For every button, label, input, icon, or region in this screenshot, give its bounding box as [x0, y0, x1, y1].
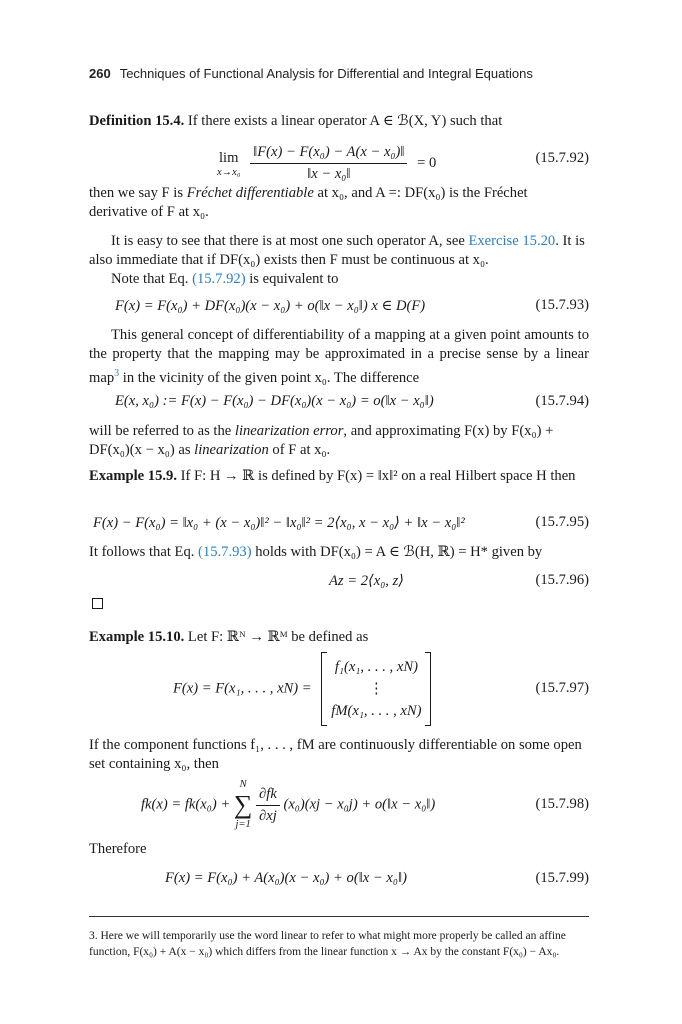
paragraph-linearization — [89, 422, 589, 460]
equation-lhs: fk(x) = fk(x₀) + — [141, 796, 231, 813]
example-follow-text — [89, 543, 589, 562]
equation-number: (15.7.95) — [535, 514, 589, 530]
linearization-error-term: linearization error — [234, 423, 344, 439]
equation-number: (15.7.98) — [535, 796, 589, 812]
note-text-end: is equivalent to — [249, 271, 339, 287]
paragraph-text-end: in the vicinity of the given point x₀. The difference — [122, 369, 420, 386]
limit-subscript: x→x₀ — [217, 166, 241, 178]
paragraph-component-functions — [89, 736, 589, 774]
limit-operator: lim — [219, 149, 239, 166]
example-label: Example 15.10. — [89, 629, 185, 645]
matrix-lhs: F(x) = F(x₁, . . . , xN) = — [173, 680, 312, 697]
definition-text-end: at x₀, and A =: DF(x₀) is the Fréchet derivative of F at x₀. — [89, 185, 528, 220]
qed-box-icon — [92, 598, 103, 609]
paragraph-text: If the component functions f₁, . . . , fM are continuously differentiable on some open set containing x₀, then — [89, 737, 582, 772]
equation-expression: F(x) = F(x₀) + A(x₀)(x − x₀) + o(‖x − x₀‖) — [165, 870, 407, 886]
running-header — [89, 66, 533, 81]
equation-expression: F(x) = F(x₀) + DF(x₀)(x − x₀) + o(‖x − x₀‖) x ∈ D(F) — [115, 298, 426, 314]
equation-15-7-97 — [89, 652, 589, 728]
note-text: Note that Eq. — [111, 271, 189, 287]
footnote-divider — [89, 916, 589, 917]
equation-15-7-95 — [89, 514, 589, 538]
sum-lower: j=1 — [235, 819, 251, 830]
linearization-term: linearization — [194, 442, 269, 458]
limit-numerator: ‖F(x) − F(x₀) − A(x − x₀)‖ — [250, 144, 407, 164]
exercise-link[interactable]: Exercise 15.20 — [468, 233, 556, 249]
paragraph-note — [89, 270, 589, 289]
equation-15-7-92 — [89, 142, 589, 182]
paragraph-text-end: . It is also immediate that if DF(x₀) exists then F must be continuous at x₀. — [89, 233, 585, 268]
equation-number: (15.7.93) — [535, 297, 589, 313]
definition-label: Definition 15.4. — [89, 113, 185, 129]
sum-icon: ∑ — [233, 790, 253, 819]
example-15-10 — [89, 628, 589, 647]
equation-expression: F(x) − F(x₀) = ‖x₀ + (x − x₀)‖² − ‖x₀‖² = 2⟨x₀, x − x₀⟩ + ‖x − x₀‖² — [93, 515, 465, 531]
matrix-row-1: f₁(x₁, . . . , xN) — [334, 659, 418, 675]
sum-upper: N — [239, 779, 247, 790]
example-label: Example 15.9. — [89, 468, 177, 484]
equation-number: (15.7.99) — [535, 870, 589, 886]
equation-link-93[interactable]: (15.7.93) — [198, 544, 252, 560]
equation-link-92[interactable]: (15.7.92) — [192, 271, 246, 287]
paragraph-differentiability — [89, 326, 589, 388]
paragraph-text: This general concept of differentiability of a mapping at a given point amounts to the property that the mapping may be approximated in a precise sense by a linear map — [89, 327, 589, 386]
equation-15-7-98 — [89, 778, 589, 836]
equation-number: (15.7.94) — [535, 393, 589, 409]
equation-number: (15.7.96) — [535, 572, 589, 588]
matrix-row-3: fM(x₁, . . . , xN) — [331, 703, 422, 719]
column-vector — [321, 652, 431, 726]
paragraph-uniqueness — [89, 232, 589, 270]
follow-text: It follows that Eq. — [89, 544, 195, 560]
footnote-3 — [89, 928, 589, 960]
running-title: Techniques of Functional Analysis for Differential and Integral Equations — [119, 66, 533, 81]
paragraph-text: will be referred to as the — [89, 423, 232, 439]
footnote-ref[interactable]: 3 — [114, 368, 120, 379]
follow-text-end: holds with DF(x₀) = A ∈ ℬ(H, ℝ) = H* given by — [255, 544, 543, 560]
definition-text: then we say F is — [89, 185, 184, 201]
equation-15-7-94 — [89, 393, 589, 417]
equation-number: (15.7.97) — [535, 680, 589, 696]
equation-expression: Az = 2⟨x₀, z⟩ — [329, 573, 404, 589]
matrix-row-2: ⋮ — [369, 681, 384, 697]
definition-intro-text: If there exists a linear operator A ∈ ℬ(X, Y) such that — [187, 113, 503, 129]
partial-numerator: ∂fk — [256, 786, 280, 806]
equation-15-7-99 — [89, 870, 589, 894]
equation-expression: E(x, x₀) := F(x) − F(x₀) − DF(x₀)(x − x₀) = o(‖x − x₀‖) — [115, 393, 434, 409]
paragraph-text: It is easy to see that there is at most one such operator A, see — [111, 233, 465, 249]
example-15-9 — [89, 467, 589, 486]
therefore-text — [89, 840, 589, 859]
definition-conclusion — [89, 184, 589, 222]
equation-rhs: (x₀)(xj − x₀j) + o(‖x − x₀‖) — [283, 796, 436, 813]
paragraph-text-end: of F at x₀. — [272, 442, 331, 458]
example-text: If F: H → ℝ is defined by F(x) = ‖x‖² on a real Hilbert space H then — [180, 468, 576, 484]
therefore-label: Therefore — [89, 841, 147, 857]
equation-number: (15.7.92) — [535, 150, 589, 166]
limit-rhs: = 0 — [417, 155, 437, 171]
paragraph-text-mid: , and approximating F(x) by F(x₀) + DF(x₀)(x − x₀) as — [89, 423, 554, 458]
equation-15-7-96 — [89, 572, 589, 596]
equation-15-7-93 — [89, 297, 589, 321]
limit-denominator: ‖x − x₀‖ — [307, 166, 351, 182]
page-number: 260 — [89, 66, 111, 81]
example-text: Let F: ℝᴺ → ℝᴹ be defined as — [187, 629, 369, 645]
partial-denominator: ∂xj — [259, 807, 277, 824]
footnote-text: 3. Here we will temporarily use the word linear to refer to what might more properly be called an affine function, F(x₀) + A(x − x₀) which differs from the linear function x → Ax by the constant F(x₀) − Ax₀. — [89, 930, 566, 958]
definition-intro — [89, 112, 589, 131]
frechet-term: Fréchet differentiable — [186, 185, 314, 201]
